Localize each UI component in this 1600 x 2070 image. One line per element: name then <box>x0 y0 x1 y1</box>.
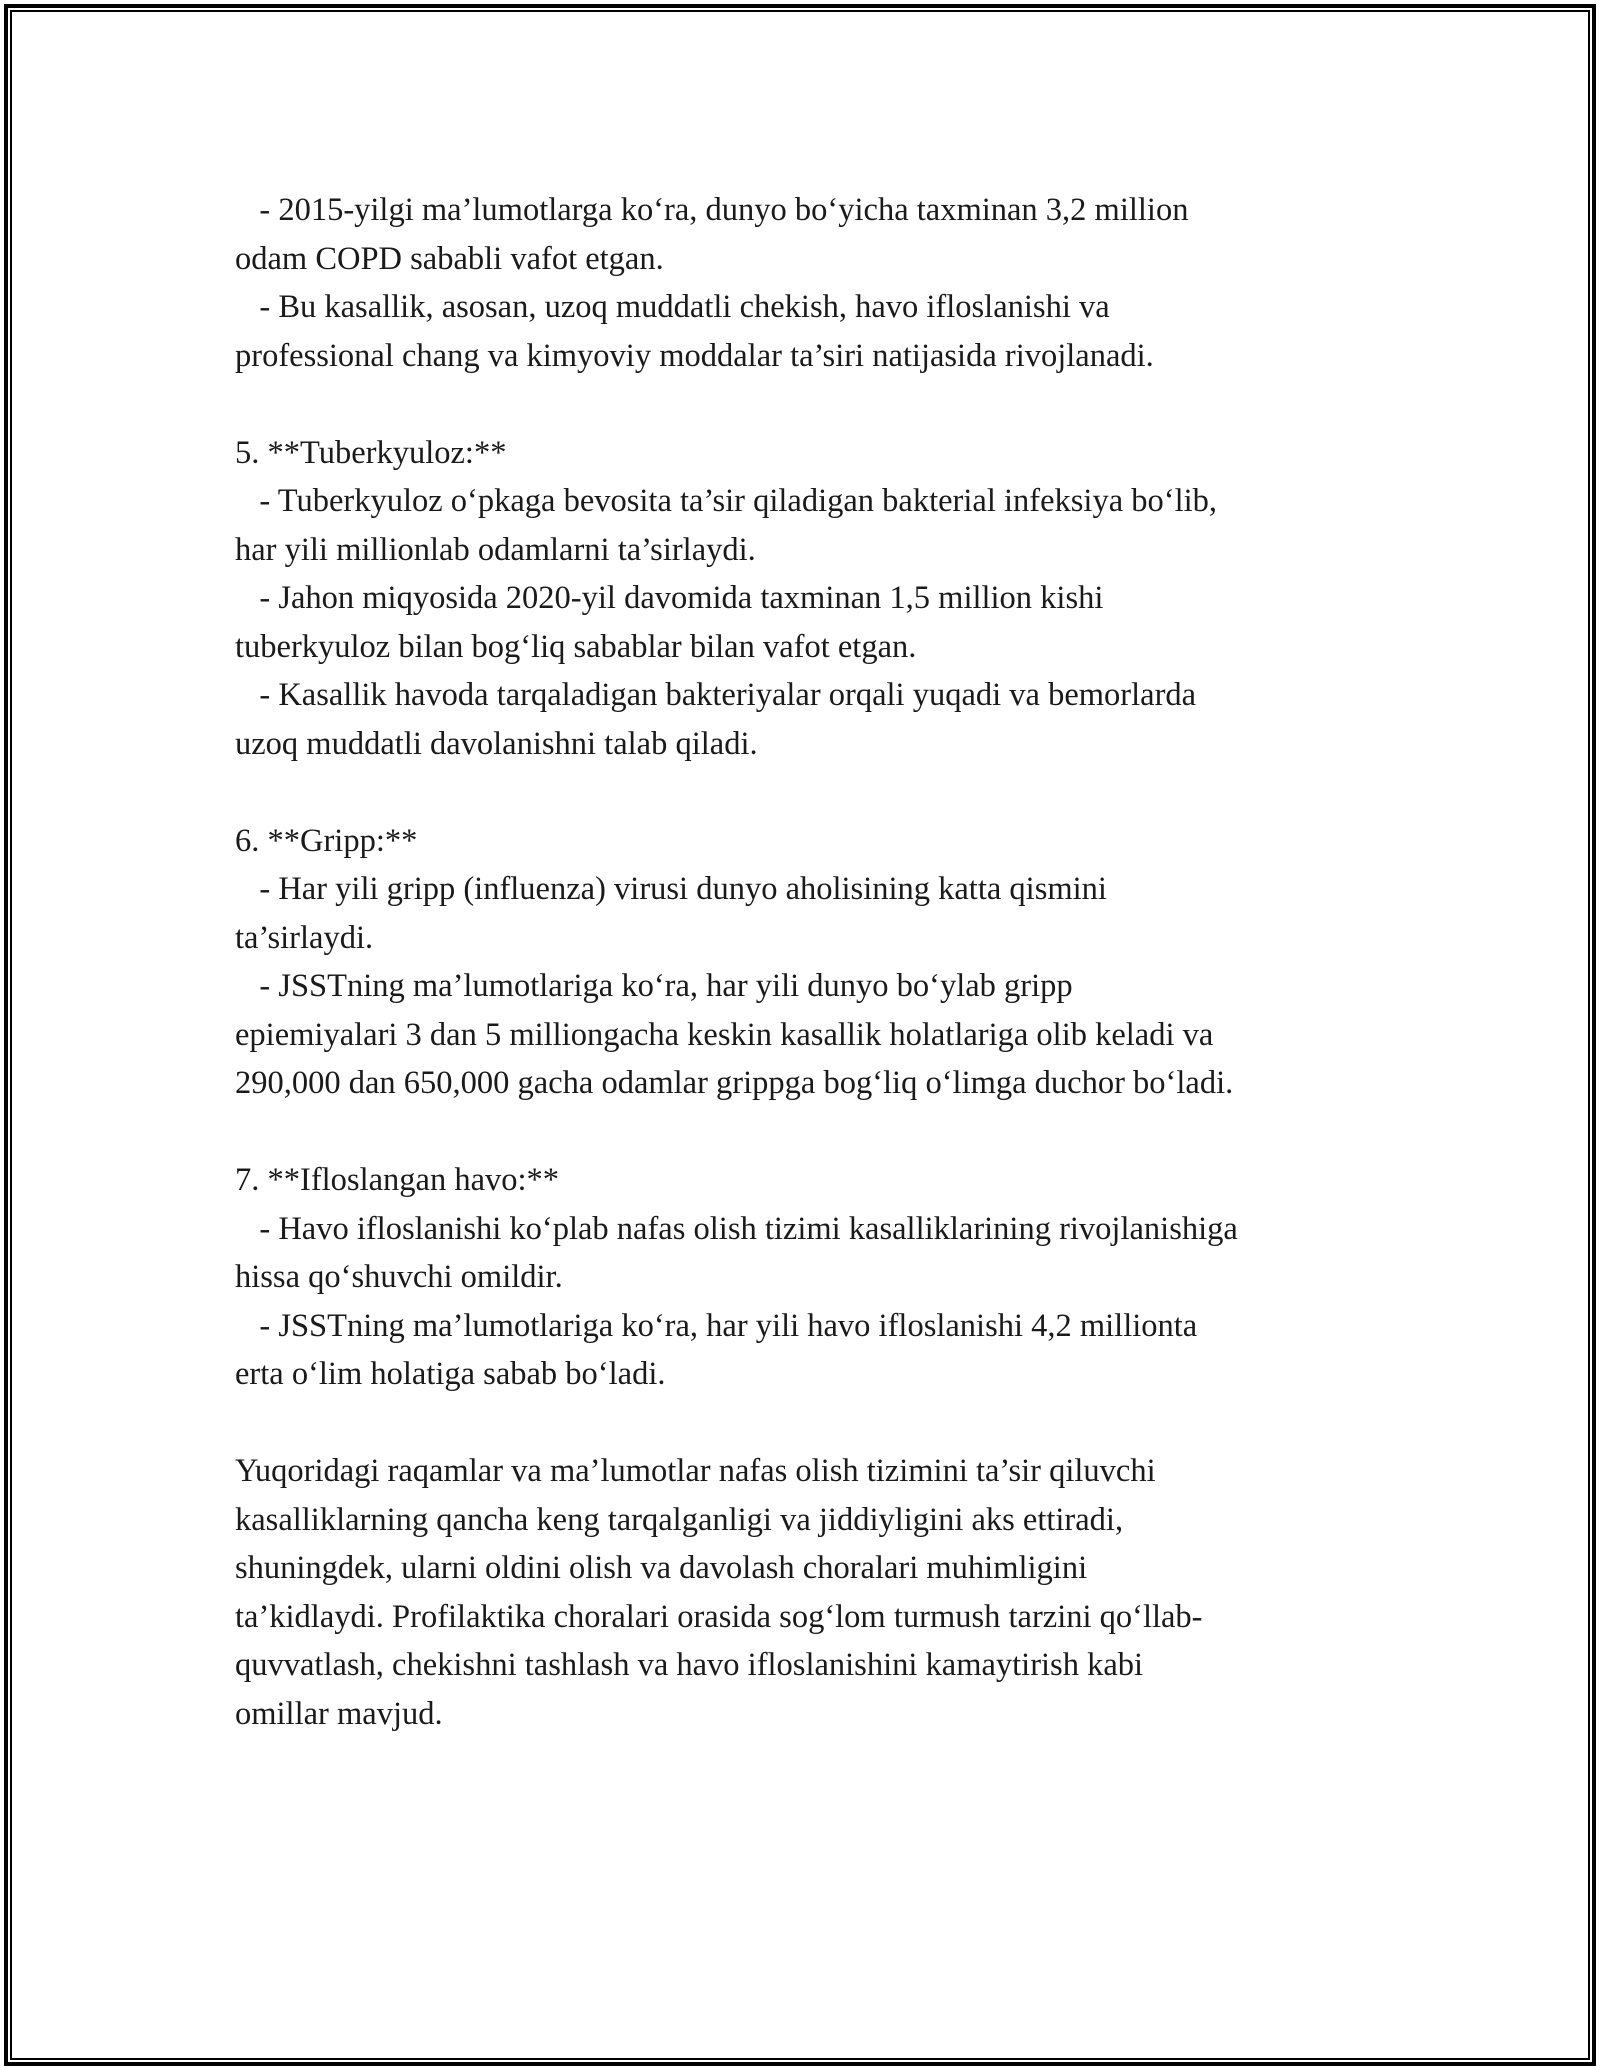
text-line: - Bu kasallik, asosan, uzoq muddatli chekish, havo ifloslanishi va <box>235 289 1110 325</box>
text-line: - Tuberkyuloz o‘pkaga bevosita ta’sir qiladigan bakterial infeksiya bo‘lib, <box>235 483 1217 519</box>
text-line: ta’sirlaydi. <box>235 919 374 956</box>
paragraph-gap <box>235 380 1395 429</box>
conclusion-line: quvvatlash, chekishni tashlash va havo ifloslanishini kamaytirish kabi <box>235 1647 1144 1683</box>
paragraph-gap <box>235 768 1395 817</box>
text-line: - 2015-yilgi ma’lumotlarga ko‘ra, dunyo bo‘yicha taxminan 3,2 million <box>235 192 1189 228</box>
text-line: har yili millionlab odamlarni ta’sirlaydi. <box>235 531 756 568</box>
text-line: hissa qo‘shuvchi omildir. <box>235 1259 563 1295</box>
text-line: odam COPD sababli vafot etgan. <box>235 240 664 277</box>
text-line: - JSSTning ma’lumotlariga ko‘ra, har yili dunyo bo‘ylab gripp <box>235 968 1073 1004</box>
text-line: 290,000 dan 650,000 gacha odamlar grippga bog‘liq o‘limga duchor bo‘ladi. <box>235 1065 1234 1101</box>
document-body <box>235 186 1395 1738</box>
section-heading-tuberkyuloz: 5. **Tuberkyuloz:** <box>235 434 507 471</box>
text-line: epiemiyalari 3 dan 5 milliongacha keskin kasallik holatlariga olib keladi va <box>235 1016 1214 1053</box>
section-heading-gripp: 6. **Gripp:** <box>235 822 418 859</box>
section-heading-ifloslangan-havo: 7. **Ifloslangan havo:** <box>235 1162 560 1198</box>
text-line: - Har yili gripp (influenza) virusi dunyo aholisining katta qismini <box>235 871 1107 907</box>
conclusion-line: Yuqoridagi raqamlar va ma’lumotlar nafas olish tizimini ta’sir qiluvchi <box>235 1453 1156 1489</box>
text-line: erta o‘lim holatiga sabab bo‘ladi. <box>235 1356 666 1392</box>
text-line: - Kasallik havoda tarqaladigan bakteriyalar orqali yuqadi va bemorlarda <box>235 677 1197 713</box>
text-line: uzoq muddatli davolanishni talab qiladi. <box>235 725 758 762</box>
text-line: - Havo ifloslanishi ko‘plab nafas olish tizimi kasalliklarining rivojlanishiga <box>235 1210 1238 1247</box>
text-line: - Jahon miqyosida 2020-yil davomida taxminan 1,5 million kishi <box>235 580 1104 616</box>
paragraph-gap <box>235 1108 1395 1157</box>
paragraph-gap <box>235 1399 1395 1448</box>
text-line: - JSSTning ma’lumotlariga ko‘ra, har yili havo ifloslanishi 4,2 millionta <box>235 1307 1198 1344</box>
text-line: professional chang va kimyoviy moddalar ta’siri natijasida rivojlanadi. <box>235 337 1154 374</box>
conclusion-line: ta’kidlaydi. Profilaktika choralari orasida sog‘lom turmush tarzini qo‘llab- <box>235 1598 1203 1635</box>
text-line: tuberkyuloz bilan bog‘liq sabablar bilan vafot etgan. <box>235 628 917 665</box>
conclusion-line: kasalliklarning qancha keng tarqalganligi va jiddiyligini aks ettiradi, <box>235 1501 1124 1538</box>
conclusion-line: omillar mavjud. <box>235 1695 443 1732</box>
conclusion-line: shuningdek, ularni oldini olish va davolash choralari muhimligini <box>235 1550 1088 1586</box>
